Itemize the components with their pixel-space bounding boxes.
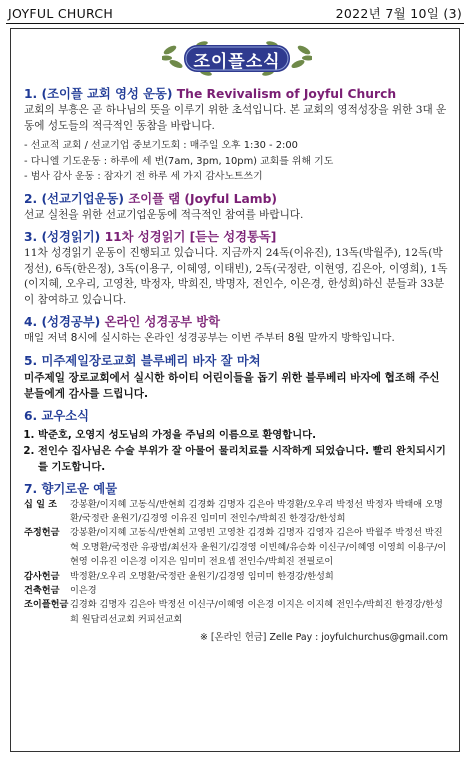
section-1-list <box>24 138 448 185</box>
section-5-body: 미주제일 장로교회에서 실시한 하이티 어린이들을 돕기 위한 블루베리 바자에 협조해 주신 분들에게 감사를 드립니다. <box>24 371 440 400</box>
section-4-heading: 4. (성경공부) 온라인 성경공부 방학 <box>24 315 221 329</box>
church-name: JOYFUL CHURCH <box>8 5 114 21</box>
banner-title: 조이플소식 <box>193 52 281 72</box>
offering-names: 강봉환/이지혜 고동식/반현희 고영빈 고영찬 김경화 김명자 김영자 김은아 박월주 박정선 박진혁 오명환/국정란 유광범/최선자 윤원기/김경영 이빈혜/유승화 이신구/이혜영 이영희 이용구/이현영 이유진 이은경 이지은 임미미 전요셉 전인수/박희진 전필로이 <box>70 527 447 568</box>
list-item: - 범사 감사 운동 : 잠자기 전 하루 세 가지 감사노트쓰기 <box>24 169 448 185</box>
offering-row <box>24 498 448 527</box>
section-3-heading: 3. (성경읽기) 11차 성경읽기 [듣는 성경통독] <box>24 230 277 244</box>
offering-names: 박정환/오우리 오명환/국정란 윤원기/김경영 임미미 한경강/한성희 <box>70 570 334 582</box>
section-3 <box>24 229 448 308</box>
section-7 <box>24 481 448 628</box>
section-7-heading: 7. 향기로운 예물 <box>24 481 118 496</box>
list-item: 2. 전인수 집사님은 수술 부위가 잘 아물어 물리치료를 시작하게 되었습니다. 빨리 완치되시기를 기도합니다. <box>38 443 448 475</box>
offering-label: 건축헌금 <box>24 584 60 596</box>
offering-row <box>24 598 448 627</box>
offering-row <box>24 570 448 584</box>
offering-row <box>24 526 448 569</box>
issue-date: 2022년 7월 10일 (3) <box>335 6 462 21</box>
section-1 <box>24 86 448 185</box>
list-item: - 선교적 교회 / 선교기업 중보기도회 : 매주일 오후 1:30 - 2:00 <box>24 138 448 154</box>
section-3-body: 11차 성경읽기 운동이 진행되고 있습니다. 지금까지 24독(이유진), 13독(박월주), 12독(박정선), 6독(한은정), 3독(이용구, 이혜영, 이태빈), 2독(국정란, 이현영, 김은아, 이영희), 1독(이지혜, 오우리, 고영찬, 박정자, 박희진, 박명자, 전인수, 이은경, 한성희)하신 분들과 33분이 참여하고 있습니다. <box>24 247 448 306</box>
section-1-body: 교회의 부흥은 곧 하나님의 뜻을 이루기 위한 초석입니다. 본 교회의 영적성장을 위한 3대 운동에 성도들의 적극적인 동참을 바랍니다. <box>24 104 447 132</box>
list-item: - 다니엘 기도운동 : 하루에 세 번(7am, 3pm, 10pm) 교회를 위해 기도 <box>24 154 448 170</box>
offering-label: 조이플헌금 <box>24 599 69 611</box>
offering-label: 감사헌금 <box>24 570 60 582</box>
news-content <box>24 86 448 643</box>
offering-names: 김경화 김명자 김은아 박정선 이신구/이혜영 이은경 이지은 이지혜 전인수/박희진 한경강/한성희 원답리선교회 커피선교회 <box>70 599 443 625</box>
section-4-body: 매일 저녁 8시에 실시하는 온라인 성경공부는 이번 주부터 8월 말까지 방학입니다. <box>24 332 395 344</box>
section-5-heading: 5. 미주제일장로교회 블루베리 바자 잘 마쳐 <box>24 353 261 368</box>
online-offering-note: ※ [온라인 헌금] Zelle Pay : joyfulchurchus@gmail.com <box>200 632 448 644</box>
header-rule <box>6 23 464 24</box>
section-2-heading: 2. (선교기업운동) 조이플 램 (Joyful Lamb) <box>24 191 278 206</box>
list-item: 1. 박준호, 오영지 성도님의 가정을 주님의 이름으로 환영합니다. <box>38 427 448 443</box>
section-1-heading: 1. (조이플 교회 영성 운동) The Revivalism of Joyful Church <box>24 87 397 101</box>
section-6-list <box>24 427 448 475</box>
offering-names: 강봉환/이지혜 고동식/반현희 김경화 김명자 김은아 박경환/오우리 박정선 박정자 박태애 오명환/국정란 윤원기/김경영 이유진 임미미 전인수/박희진 한경강/한성희 <box>70 498 443 524</box>
page-header <box>8 4 462 22</box>
section-2 <box>24 191 448 224</box>
section-2-body: 선교 실천을 위한 선교기업운동에 적극적인 참여를 바랍니다. <box>24 208 304 221</box>
section-6-heading: 6. 교우소식 <box>24 408 90 423</box>
offering-label: 십 일 조 <box>24 498 58 510</box>
section-6 <box>24 408 448 475</box>
offering-row <box>24 584 448 598</box>
section-4 <box>24 314 448 347</box>
offering-names: 이은경 <box>70 584 97 596</box>
banner <box>162 40 312 76</box>
offering-label: 주정헌금 <box>24 527 60 539</box>
section-5 <box>24 353 448 402</box>
